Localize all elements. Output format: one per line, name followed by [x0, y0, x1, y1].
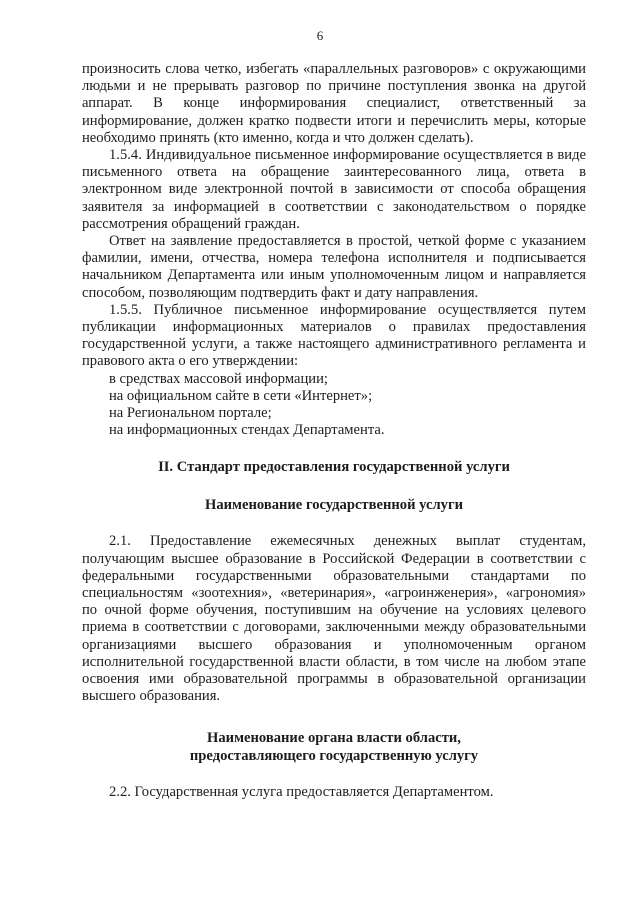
document-body: [82, 61, 586, 801]
list-item-website: на официальном сайте в сети «Интернет»;: [109, 387, 373, 404]
page-number: 6: [316, 28, 324, 43]
paragraph-1-5-4: 1.5.4. Индивидуальное письменное информирование осуществляется в виде письменного ответа на обращение заинтересованного лица, ответа в электронном виде электронной почтой в зависимости от способа обращения заявителя за информацией в соответствии с законодательством о порядке рассмотрения обращений граждан.: [82, 147, 586, 232]
paragraph-answer: Ответ на заявление предоставляется в простой, четкой форме с указанием фамилии, имени, отчества, номера телефона исполнителя и подписывается начальником Департамента или иным уполномоченным лицом и направляется способом, позволяющим подтвердить факт и дату направления.: [82, 233, 586, 301]
paragraph-2-2: 2.2. Государственная услуга предоставляется Департаментом.: [109, 783, 494, 800]
section-heading: II. Стандарт предоставления государственной услуги: [158, 459, 510, 476]
list-item-info-stands: на информационных стендах Департамента.: [109, 422, 385, 439]
list-item-regional-portal: на Региональном портале;: [109, 405, 272, 422]
paragraph-2-1: 2.1. Предоставление ежемесячных денежных выплат студентам, получающим высшее образование в Российской Федерации в соответствии с федеральными государственными образовательными стандартами по специальностям «зоотехния», «ветеринария», «агроинженерия», «агрономия» по очной форме обучения, поступившим на обучение на условиях целевого приема в соответствии с договорами, заключенными между образовательными организациями высшего образования и уполномоченным органом исполнительной государственной власти области, в том числе на любом этапе освоения ими образовательной программы в образовательной организации высшего образования.: [82, 533, 586, 705]
subheading-org-line-2: предоставляющего государственную услугу: [189, 747, 479, 764]
paragraph-continuation: произносить слова четко, избегать «параллельных разговоров» с окружающими людьми и не прерывать разговор по причине поступления звонка на другой аппарат. В конце информирования специалист, ответственный за информирование, должен кратко подвести итоги и перечислить меры, которые необходимо принять (кто именно, когда и что должен сделать).: [82, 61, 586, 146]
paragraph-1-5-5: 1.5.5. Публичное письменное информирование осуществляется путем публикации информационных материалов о правилах предоставления государственной услуги, а также настоящего административного регламента и правового акта о его утверждении:: [82, 301, 586, 370]
subheading-org-line-1: Наименование органа власти области,: [207, 729, 461, 746]
subheading-service-name: Наименование государственной услуги: [205, 497, 463, 514]
list-item-mass-media: в средствах массовой информации;: [109, 370, 328, 387]
